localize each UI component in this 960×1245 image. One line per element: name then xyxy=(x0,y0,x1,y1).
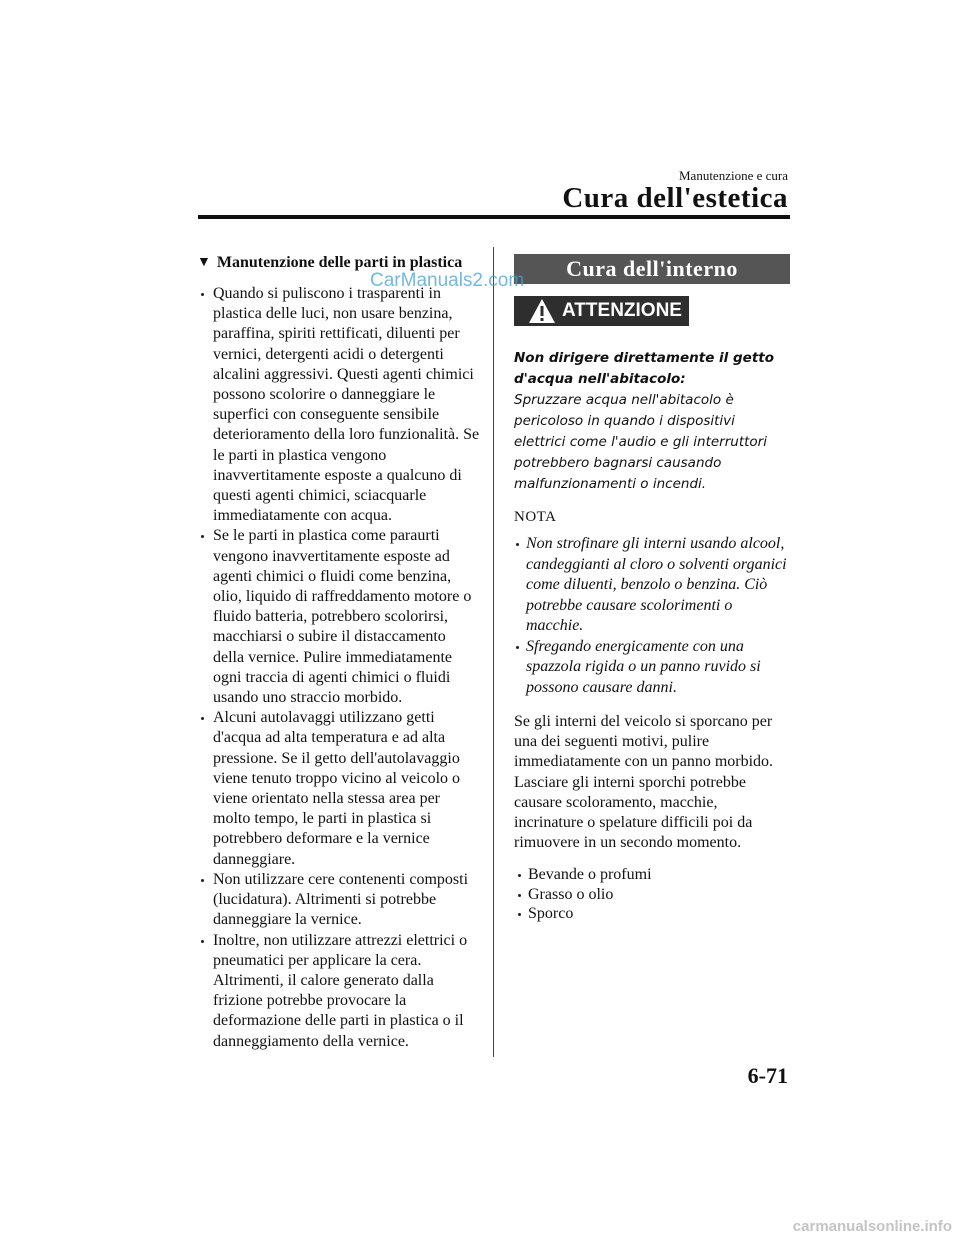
plastic-care-list xyxy=(197,284,480,1052)
left-column xyxy=(197,252,480,1052)
stain-list xyxy=(514,865,790,924)
warning-triangle-icon xyxy=(528,297,556,325)
bullet-icon xyxy=(516,543,519,546)
list-item: Sporco xyxy=(514,904,790,924)
page-number: 6-71 xyxy=(747,1063,788,1088)
list-item: Non strofinare gli interni usando alcool, candeggianti al cloro o solventi organici come diluenti, benzolo o benzina. Ciò potrebbe causare scolorimenti o macchie. xyxy=(514,534,790,637)
bullet-icon xyxy=(518,894,521,897)
list-item: Quando si puliscono i trasparenti in plastica delle luci, non usare benzina, paraffina, spiriti rettificati, diluenti per vernici, detergenti acidi o detergenti alcalini aggressivi. Questi agenti chimici possono scolorire o danneggiare le superfici con conseguente sensibile deterioramento della loro funzionalità. Se le parti in plastica vengono inavvertitamente esposte a qualcuno di questi agenti chimici, sciacquarle immediatamente con acqua. xyxy=(197,284,480,526)
list-item: Bevande o profumi xyxy=(514,865,790,885)
note-list xyxy=(514,534,790,698)
section-title: Cura dell'estetica xyxy=(562,182,788,214)
interior-paragraph: Se gli interni del veicolo si sporcano per una dei seguenti motivi, pulire immediatamente con un panno morbido. Lasciare gli interni sporchi potrebbe causare scoloramento, macchie, incrinature o spelature difficili poi da rimuovere in un secondo momento. xyxy=(514,713,774,852)
warning-body-text: Spruzzare acqua nell'abitacolo è pericoloso in quando i dispositivi elettrici come l'audio e gli interruttori potrebbero bagnarsi causando malfunzionamenti o incendi. xyxy=(514,392,767,492)
list-item: Non utilizzare cere contenenti composti (lucidatura). Altrimenti si potrebbe danneggiare la vernice. xyxy=(197,870,480,931)
list-item: Grasso o olio xyxy=(514,885,790,905)
header-rule xyxy=(198,215,790,219)
section-banner: Cura dell'interno xyxy=(514,254,790,284)
warning-text xyxy=(514,348,790,495)
bullet-icon xyxy=(201,940,204,943)
bullet-icon xyxy=(516,646,519,649)
warning-bold-text: Non dirigere direttamente il getto d'acqua nell'abitacolo: xyxy=(514,350,775,387)
bullet-icon xyxy=(518,874,521,877)
footer-watermark: carmanualsonline.info xyxy=(792,1218,952,1235)
warning-label: ATTENZIONE xyxy=(562,300,682,321)
list-item: Sfregando energicamente con una spazzola rigida o un panno ruvido si possono causare danni. xyxy=(514,637,790,699)
column-divider xyxy=(493,247,494,1057)
list-item: Se le parti in plastica come paraurti vengono inavvertitamente esposte ad agenti chimici o fluidi come benzina, olio, liquido di raffreddamento motore o fluido batteria, potrebbero scolorirsi, macchiarsi o subire il distaccamento della vernice. Pulire immediatamente ogni traccia di agenti chimici o fluidi usando uno straccio morbido. xyxy=(197,526,480,708)
right-column xyxy=(514,254,790,924)
watermark: CarManuals2.com xyxy=(370,270,525,291)
list-item: Alcuni autolavaggi utilizzano getti d'acqua ad alta temperatura e ad alta pressione. Se il getto dell'autolavaggio viene tenuto troppo vicino al veicolo o viene orientato nella stessa area per molto tempo, le parti in plastica si potrebbero deformare e la vernice danneggiare. xyxy=(197,708,480,870)
note-label: NOTA xyxy=(514,509,557,525)
chapter-label: Manutenzione e cura xyxy=(678,168,788,183)
bullet-icon xyxy=(518,913,521,916)
bullet-icon xyxy=(201,293,204,296)
triangle-down-icon: ▼ xyxy=(197,255,211,270)
subsection-heading-text: Manutenzione delle parti in plastica xyxy=(216,254,463,271)
list-item: Inoltre, non utilizzare attrezzi elettrici o pneumatici per applicare la cera. Altrimenti, il calore generato dalla frizione potrebbe provocare la deformazione delle parti in plastica o il danneggiamento della vernice. xyxy=(197,931,480,1052)
bullet-icon xyxy=(201,717,204,720)
bullet-icon xyxy=(201,879,204,882)
warning-badge xyxy=(514,296,689,326)
bullet-icon xyxy=(201,535,204,538)
